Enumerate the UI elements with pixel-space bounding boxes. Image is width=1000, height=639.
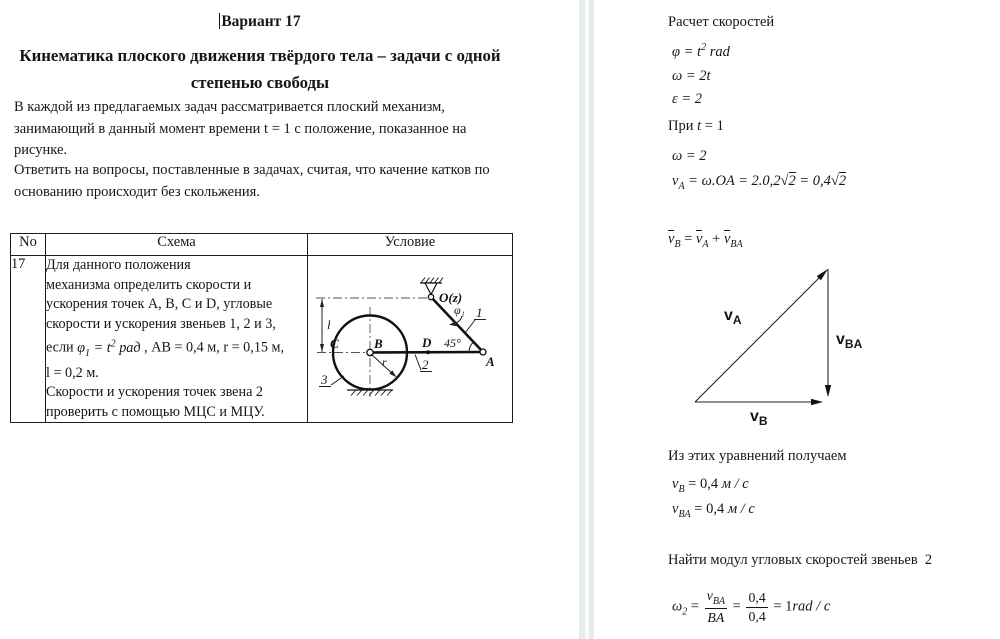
vector-va-line [695,274,823,402]
paragraph-line: Ответить на вопросы, поставленные в задачах, считая, что качение катков по [14,162,490,178]
label-link-2: 2 [422,357,429,372]
label-vBA: $v_{BA}$ [836,331,863,351]
velocity-triangle-diagram [674,260,869,428]
variant-title-text: Вариант 17 [221,13,301,30]
page-edge-line [585,0,589,639]
page-heading [0,42,520,96]
label-link-3: 3 [321,372,328,387]
label-link-1: 1 [476,305,483,320]
phi-arrow [449,322,456,326]
label-phi1: φ₁ [454,303,465,317]
label-D: D [422,335,432,350]
task-number-cell: 17 [11,256,46,423]
paragraph-line: занимающий в данный момент времени t = 1 с положение, показанное на [14,120,467,137]
task-line: проверить с помощью МЦС и МЦУ. [46,403,265,420]
task-line: Скорости и ускорения точек звена 2 [46,384,264,401]
paragraph-line: рисунке. [14,142,68,158]
label-45deg: 45° [444,336,461,350]
vector-vb-arrow [811,399,823,405]
task-line: скорости и ускорения звеньев 1, 2 и 3, [46,315,276,332]
formula-at-t1: При t = 1 [668,118,724,134]
formula-vb-vector-sum: $v_B = v_A + v_{BA}$ [668,231,743,250]
heading-line-2: степенью свободы [190,73,330,92]
formula-phi: $\varphi = t^2$ rad [672,42,730,60]
label-vA: $v_A$ [724,307,742,327]
formula-va: $v_A = \omega.OA = 2.0,2√2 = 0,4√2$ [672,173,847,192]
point-D [426,350,430,354]
formula-omega-t: ω = 2t [672,68,711,84]
formula-omega-value: ω = 2 [672,148,707,164]
column-header-schema: Схема [46,234,308,256]
label-B: B [374,336,383,351]
mechanism-diagram [308,256,512,412]
formula-omega2: $\omega_2$ = $\frac{v_{BA}}{BA}$ = $\frac{0,4}{0,4}$ = 1rad / c [672,588,831,626]
label-A: A [486,354,495,369]
page-gap [579,0,594,639]
task-formula-line: если $\varphi_1 = t^2$ рад , AB = 0,4 м, r = 0,15 м, [46,338,285,359]
dimension-arrow-down [320,344,324,352]
formula-epsilon: ε = 2 [672,91,702,107]
column-header-condition: Условие [308,234,513,256]
column-header-no: No [11,234,46,256]
leader-3 [331,376,344,385]
task-line: Для данного положения [46,257,191,273]
section-title-velocities: Расчет скоростей [668,14,775,30]
variant-title [0,13,520,31]
pin-O [428,294,433,299]
label-r: r [382,355,387,369]
task-line: механизма определить скорости и [46,276,252,293]
leader-2 [415,355,421,371]
intro-paragraph-1 [14,97,534,162]
task-line: ускорения точек А, В, С и D, угловые [46,296,273,313]
label-O: O(z) [439,290,463,305]
page-right [594,0,1000,639]
ground-hatching [351,390,392,396]
angle-arc-45 [469,342,474,352]
leader-1 [465,320,475,333]
dimension-arrow-up [320,299,324,307]
paragraph-line: В каждой из предлагаемых задач рассматривается плоский механизм, [14,99,445,115]
label-C: C [330,336,339,351]
heading-line-1: Кинематика плоского движения твёрдого тела – задачи с одной [19,46,501,65]
formula-vb-value: $v_B = 0,4$ м / с [672,476,749,495]
task-table [10,233,513,423]
task-table-row [11,256,513,423]
paragraph-line: основанию происходит без скольжения. [14,183,260,200]
task-line: l = 0,2 м. [46,364,99,381]
formula-vba-value: $v_{BA} = 0,4$ м / с [672,501,755,520]
label-vB: $v_B$ [750,408,768,428]
task-text-cell [46,256,308,423]
task-table-header-row [11,234,513,256]
task-diagram-cell [308,256,513,423]
equations-result-text: Из этих уравнений получаем [668,448,847,464]
find-angular-velocities-text: Найти модул угловых скоростей звеньев 2 [668,552,933,568]
label-l: l [327,317,331,332]
intro-paragraph-2 [14,160,534,203]
vector-vba-arrow [825,385,831,397]
